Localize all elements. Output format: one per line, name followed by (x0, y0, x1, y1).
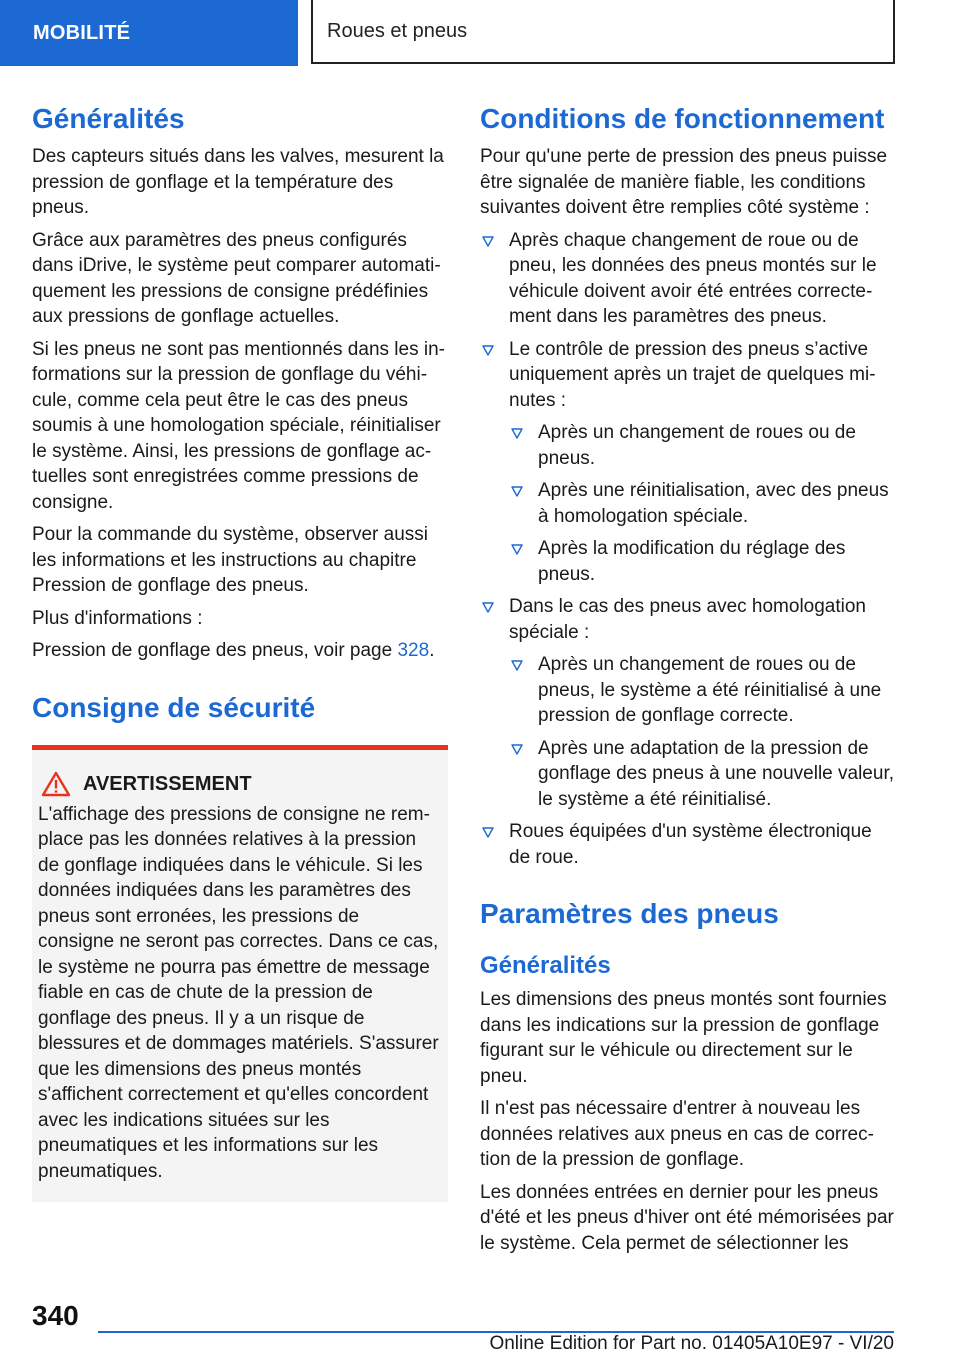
heading-generalites: Généralités (32, 103, 185, 134)
section-tab[interactable]: MOBILITÉ (0, 0, 298, 66)
triangle-bullet-icon (482, 827, 494, 838)
triangle-bullet-icon (511, 486, 523, 497)
list-item (480, 228, 896, 330)
paragraph: Grâce aux paramètres des pneus configurés dans iDrive, le système peut comparer automatiquement les pressions de consigne prédéfinies aux pressions de gonflage actuelles. (32, 229, 441, 327)
heading-generalites-sub: Généralités (480, 952, 611, 979)
sub-list-item (509, 420, 896, 471)
heading-parametres: Paramètres des pneus (480, 898, 779, 929)
list-item-text: Après une réinitialisation, avec des pneus à homologation spéciale. (538, 480, 889, 527)
list-item-text: Après chaque changement de roue ou de pneu, les données des pneus montés sur le véhicule doivent avoir été entrées correctement dans les paramètres des pneus. (509, 229, 877, 327)
triangle-bullet-icon (511, 428, 523, 439)
paragraph: Pour la commande du système, observer aussi les informations et les instructions au chapitre Pression de gonflage des pneus. (32, 524, 429, 596)
heading-conditions: Conditions de fonctionnement (480, 103, 885, 134)
page-link[interactable]: 328 (397, 640, 430, 661)
page-header (0, 0, 960, 66)
list-item-text: Roues équipées d'un système électronique de roue. (509, 821, 872, 868)
conditions-list (480, 228, 896, 871)
list-item (480, 337, 896, 588)
triangle-bullet-icon (511, 544, 523, 555)
paragraph: Il n'est pas nécessaire d'entrer à nouveau les données relatives aux pneus en cas de correction de la pression de gonflage. (480, 1098, 874, 1170)
sub-list-item (509, 736, 896, 813)
edition-text: Online Edition for Part no. 01405A10E97 - VI/20 (489, 1333, 894, 1354)
list-item-text: Après un changement de roues ou de pneus. (538, 422, 856, 469)
sub-list-item (509, 478, 896, 529)
paragraph-with-link (32, 638, 448, 664)
triangle-bullet-icon (482, 345, 494, 356)
reference-end: . (429, 640, 435, 661)
list-item-text: Le contrôle de pression des pneus s’active uniquement après un trajet de quelques minutes : (509, 338, 876, 411)
page-number: 340 (32, 1300, 79, 1331)
warning-triangle-icon (41, 771, 71, 797)
list-item-text: Après un changement de roues ou de pneus, le système a été réinitialisé à une pression de gonflage correcte. (538, 654, 882, 726)
list-item (480, 594, 896, 812)
list-item-text: Après la modification du réglage des pneus. (538, 538, 846, 585)
sub-list (509, 652, 896, 812)
left-column (32, 100, 448, 1202)
paragraph: Plus d'informations : (32, 607, 203, 629)
list-item-text: Après une adaptation de la pression de gonflage des pneus à une nouvelle valeur, le système a été réinitialisé. (538, 737, 894, 810)
paragraph: Des capteurs situés dans les valves, mesurent la pression de gonflage et la température des pneus. (32, 146, 444, 218)
chapter-tab[interactable]: Roues et pneus (311, 0, 895, 64)
right-column (480, 100, 896, 1263)
sub-list (509, 420, 896, 587)
reference-text: Pression de gonflage des pneus, voir page (32, 640, 398, 661)
warning-box (32, 745, 448, 1203)
warning-title: AVERTISSEMENT (83, 772, 252, 795)
heading-consigne-securite: Consigne de sécurité (32, 691, 316, 723)
list-item-text: Dans le cas des pneus avec homologation spéciale : (509, 596, 867, 643)
paragraph: Pour qu'une perte de pression des pneus puisse être signalée de manière fiable, les conditions suivantes doivent être remplies côté système : (480, 146, 888, 218)
paragraph: Les données entrées en dernier pour les pneus d'été et les pneus d'hiver ont été mémorisées par le système. Cela permet de sélectionner les (480, 1181, 894, 1254)
triangle-bullet-icon (511, 744, 523, 755)
triangle-bullet-icon (482, 602, 494, 613)
triangle-bullet-icon (511, 660, 523, 671)
sub-list-item (509, 652, 896, 729)
triangle-bullet-icon (482, 236, 494, 247)
warning-title-row (38, 770, 440, 798)
sub-list-item (509, 536, 896, 587)
list-item (480, 819, 896, 870)
paragraph: Si les pneus ne sont pas mentionnés dans les informations sur la pression de gonflage du véhicule, comme cela peut être le cas des pneus soumis à une homologation spéciale, réinitialiser le système. Ainsi, les pressions de gonflage actuelles sont enregistrées comme pressions de consigne. (32, 338, 445, 513)
paragraph: Les dimensions des pneus montés sont fournies dans les indications sur la pression de gonflage figurant sur le véhicule ou directement sur le pneu. (480, 989, 887, 1087)
warning-text: L'affichage des pressions de consigne ne remplace pas les données relatives à la pression de gonflage indiquées dans le véhicule. Si les données indiquées dans les paramètres des pneus sont erronées, les pressions de consigne ne seront pas correctes. Dans ce cas, le système ne pourra pas émettre de message fiable en cas de chute de la pression de gonflage des pneus. Il y a un risque de blessures et de dommages matériels. S'assurer que les dimensions des pneus montés s'affichent correctement et qu'elles concordent avec les indications situées sur les pneumatiques et les informations sur les pneumatiques. (38, 803, 439, 1182)
